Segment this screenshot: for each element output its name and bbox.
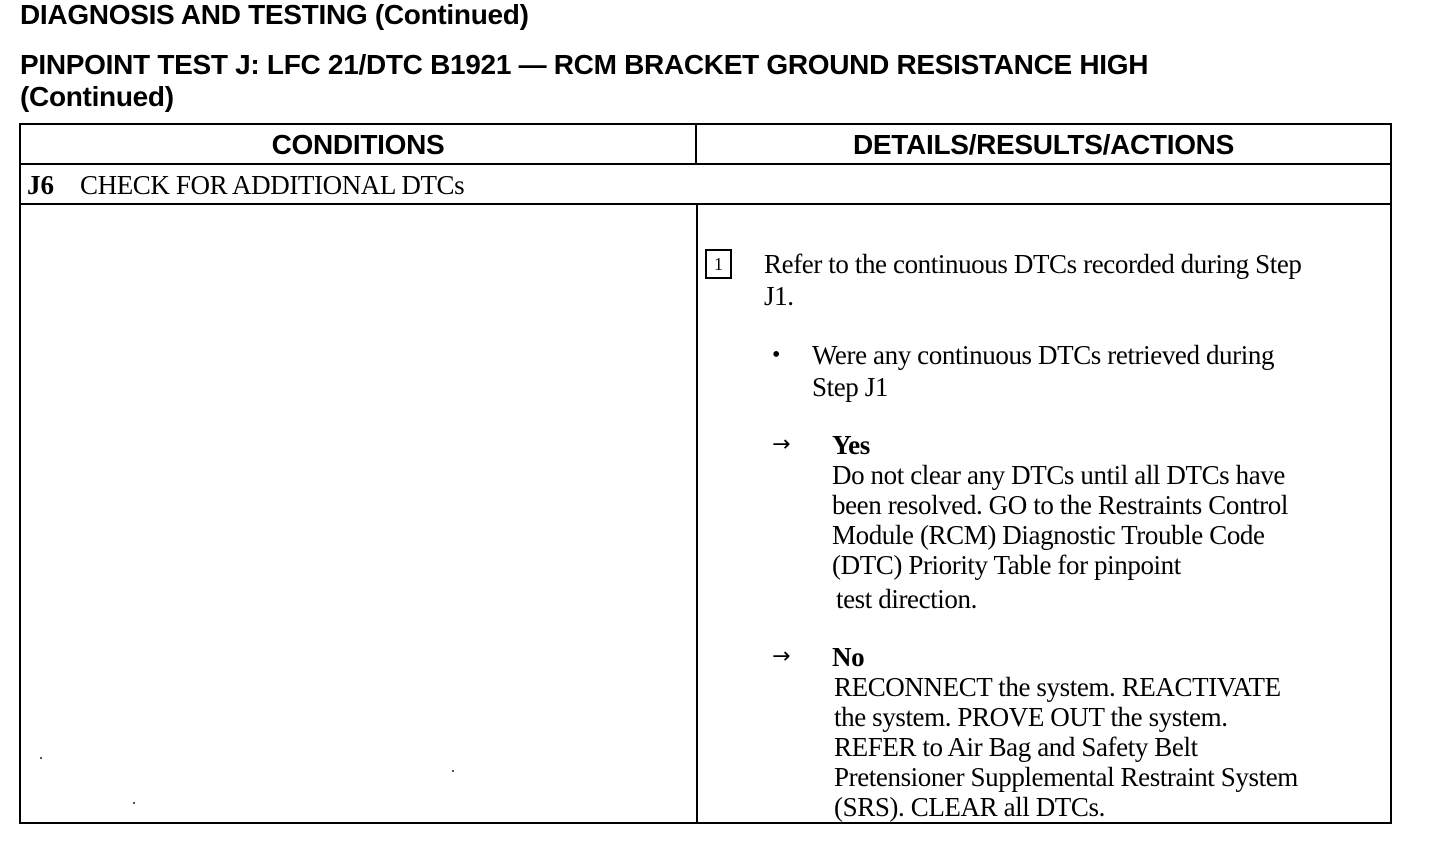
header-column-divider <box>695 125 697 163</box>
no-line-3: REFER to Air Bag and Safety Belt <box>834 732 1198 762</box>
no-arrow-icon: → <box>772 644 791 669</box>
step-row <box>27 167 464 201</box>
yes-line-4: (DTC) Priority Table for pinpoint <box>832 550 1181 580</box>
body-column-divider <box>696 205 698 822</box>
step-title: CHECK FOR ADDITIONAL DTCs <box>80 170 465 200</box>
header-rule <box>21 163 1390 165</box>
test-title-continued: (Continued) <box>20 81 174 112</box>
no-line-1: RECONNECT the system. REACTIVATE <box>834 672 1281 702</box>
test-title: PINPOINT TEST J: LFC 21/DTC B1921 — RCM BRACKET GROUND RESISTANCE HIGH <box>20 49 1149 80</box>
yes-arrow-icon: → <box>772 432 791 457</box>
yes-label: Yes <box>832 430 870 460</box>
no-line-2: the system. PROVE OUT the system. <box>834 702 1228 732</box>
question-line-2: Step J1 <box>812 372 888 402</box>
yes-line-1: Do not clear any DTCs until all DTCs have <box>832 460 1286 490</box>
yes-line-3: Module (RCM) Diagnostic Trouble Code <box>832 520 1265 550</box>
no-line-5: (SRS). CLEAR all DTCs. <box>834 792 1105 822</box>
bullet-icon: • <box>772 342 781 368</box>
no-label: No <box>832 642 865 672</box>
step-rule <box>21 203 1390 205</box>
no-line-4: Pretensioner Supplemental Restraint System <box>834 762 1298 792</box>
instruction-line-2: J1. <box>764 281 794 311</box>
scan-speck <box>40 757 42 759</box>
instruction-line-1: Refer to the continuous DTCs recorded during Step <box>764 249 1302 279</box>
yes-line-5: test direction. <box>836 584 977 614</box>
details-column-header: DETAILS/RESULTS/ACTIONS <box>853 129 1234 160</box>
conditions-column-header: CONDITIONS <box>271 129 445 160</box>
question-line-1: Were any continuous DTCs retrieved during <box>812 340 1275 370</box>
page-heading: DIAGNOSIS AND TESTING (Continued) <box>20 0 529 30</box>
step-id: J6 <box>27 170 54 200</box>
yes-line-2: been resolved. GO to the Restraints Control <box>832 490 1288 520</box>
scan-speck <box>133 802 135 804</box>
scan-speck <box>452 770 454 772</box>
action-number-box: 1 <box>705 249 732 279</box>
